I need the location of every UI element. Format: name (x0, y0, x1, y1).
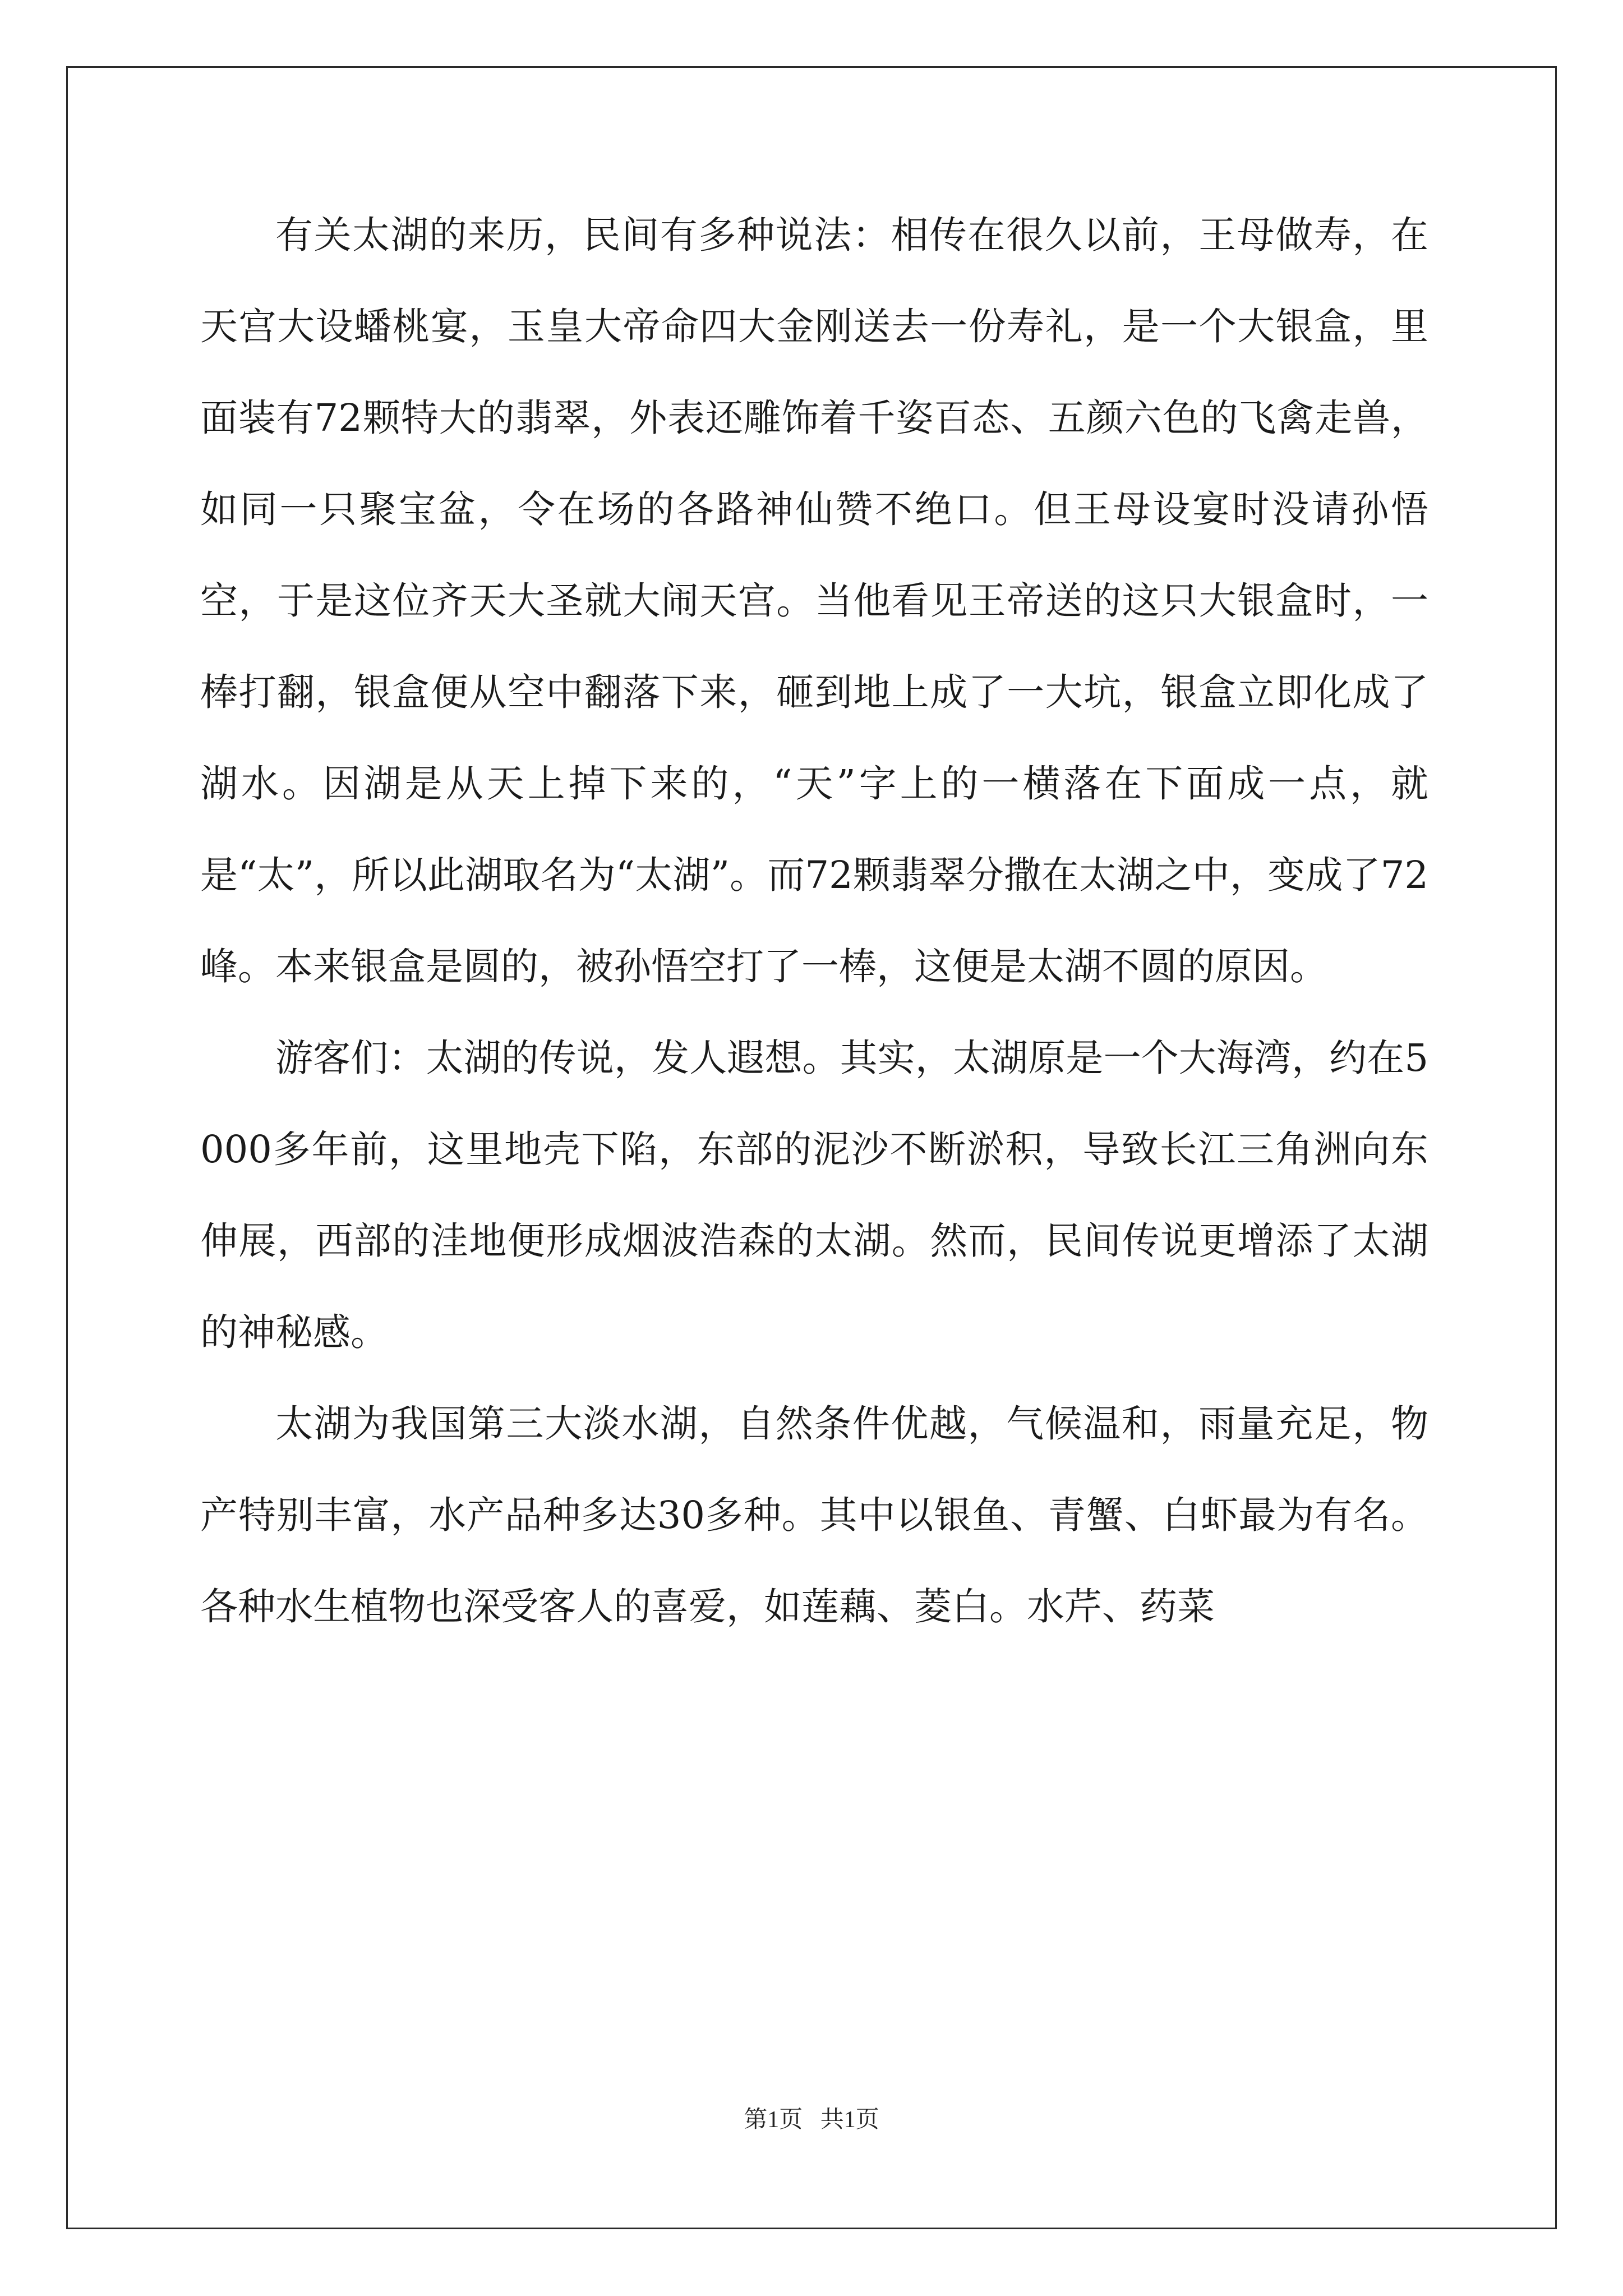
document-body (200, 190, 1428, 1653)
paragraph-legend-origin: 有关太湖的来历，民间有多种说法：相传在很久以前，王母做寿，在天宫大设蟠桃宴，玉皇大帝命四大金刚送去一份寿礼，是一个大银盒，里面装有72颗特大的翡翠，外表还雕饰着千姿百态、五颜六色的飞禽走兽，如同一只聚宝盆，令在场的各路神仙赞不绝口。但王母设宴时没请孙悟空，于是这位齐天大圣就大闹天宫。当他看见王帝送的这只大银盒时，一棒打翻，银盒便从空中翻落下来，砸到地上成了一大坑，银盒立即化成了湖水。因湖是从天上掉下来的，“天”字上的一横落在下面成一点，就是“太”，所以此湖取名为“太湖”。而72颗翡翠分撒在太湖之中，变成了72峰。本来银盒是圆的，被孙悟空打了一棒，这便是太湖不圆的原因。 (200, 213, 1428, 988)
paragraph-geology: 游客们：太湖的传说，发人遐想。其实，太湖原是一个大海湾，约在5000多年前，这里地壳下陷，东部的泥沙不断淤积，导致长江三角洲向东伸展，西部的洼地便形成烟波浩森的太湖。然而，民间传说更增添了太湖的神秘感。 (200, 1036, 1428, 1354)
paragraph-products: 太湖为我国第三大淡水湖，自然条件优越，气候温和，雨量充足，物产特别丰富，水产品种多达30多种。其中以银鱼、青蟹、白虾最为有名。各种水生植物也深受客人的喜爱，如莲藕、菱白。水芹、药菜 (200, 1402, 1428, 1628)
page-footer: 第1页 共1页 (744, 2107, 879, 2133)
